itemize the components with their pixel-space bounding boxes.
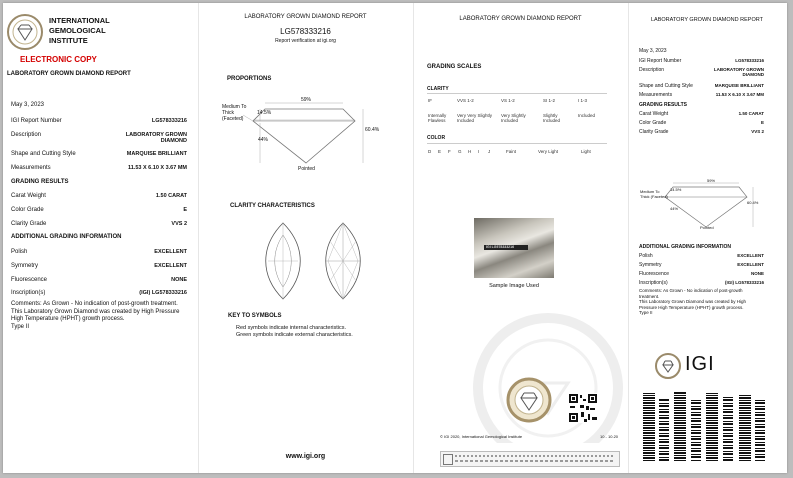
right-comments-text: Comments: As Grown - No indication of post-growth treatment. This Laboratory Grown Diamond was created by High Pressure High Temperature (HPHT) growth process. Type II (639, 288, 747, 315)
right-depth-percent: 60.4% (747, 200, 759, 205)
color-scale-title: COLOR (427, 135, 446, 141)
table-percent: 59% (301, 97, 312, 103)
barcode-icon (643, 393, 655, 461)
right-field-row (639, 92, 764, 100)
barcode-icon (723, 397, 733, 461)
grading-results-title: GRADING RESULTS (11, 179, 69, 185)
right-additional-row (639, 262, 764, 270)
copyright-text: © IGI 2020, International Gemological Institute (440, 434, 523, 439)
clarity-desc: Very Slightly Included (501, 113, 526, 123)
additional-grading-title: ADDITIONAL GRADING INFORMATION (11, 234, 122, 240)
color-letter: J (488, 149, 491, 154)
key-to-symbols-title: KEY TO SYMBOLS (228, 313, 282, 319)
field-value: LG578333216 (151, 118, 187, 124)
grading-label: Color Grade (639, 120, 667, 126)
additional-label: Fluorescence (11, 277, 48, 283)
form-code: 10 - 10.20 (600, 434, 619, 439)
report-heading: LABORATORY GROWN DIAMOND REPORT (7, 71, 131, 77)
field-label: Measurements (639, 92, 673, 98)
barcode-icon (755, 399, 765, 461)
field-value: 11.53 X 6.10 X 3.67 MM (715, 92, 764, 97)
report-date: May 3, 2023 (11, 102, 45, 108)
institute-line: GEMOLOGICAL (49, 26, 106, 35)
panel-divider (628, 3, 629, 473)
clarity-desc: Included (578, 113, 596, 118)
grading-row (11, 207, 187, 217)
additional-value: (IGI) LG578333216 (139, 290, 187, 296)
igi-seal-icon (6, 13, 44, 51)
right-grading-row (639, 111, 764, 119)
depth-percent: 60.4% (365, 127, 380, 133)
field-value: LG578333216 (735, 58, 764, 63)
barcode-icon (674, 391, 686, 461)
color-desc: Faint (506, 149, 517, 154)
color-letter: H (468, 149, 472, 154)
clarity-grade: VVS 1-2 (457, 98, 474, 103)
color-desc: Light (581, 149, 591, 154)
field-label: IGI Report Number (639, 58, 682, 64)
additional-label: Symmetry (639, 262, 662, 268)
additional-label: Fluorescence (639, 271, 670, 277)
right-table-percent: 59% (707, 178, 716, 183)
website-link[interactable]: www.igi.org (285, 453, 326, 460)
additional-row (11, 290, 187, 300)
grading-scales-title: GRADING SCALES (427, 64, 482, 70)
right-additional-title: ADDITIONAL GRADING INFORMATION (639, 244, 732, 250)
additional-label: Symmetry (11, 263, 38, 269)
grading-label: Clarity Grade (11, 221, 47, 227)
additional-label: Polish (11, 249, 28, 255)
field-row (11, 118, 187, 128)
right-pavilion-percent: 44% (670, 206, 679, 211)
igi-logo-icon (655, 353, 681, 379)
field-label: IGI Report Number (11, 118, 62, 124)
clarity-grade: I 1-3 (578, 98, 588, 103)
grading-label: Clarity Grade (639, 129, 669, 135)
right-field-row (639, 58, 764, 66)
girdle-label: Medium To Thick (Faceted) (222, 104, 247, 122)
field-label: Shape and Cutting Style (639, 83, 693, 89)
panel-divider (413, 3, 414, 473)
field-label: Shape and Cutting Style (11, 151, 76, 157)
grading-label: Carat Weight (639, 111, 669, 117)
right-field-row (639, 67, 764, 81)
right-additional-row (639, 253, 764, 261)
scale-rule (427, 143, 607, 144)
security-strip (440, 451, 620, 467)
field-label: Description (11, 132, 42, 138)
additional-value: EXCELLENT (737, 253, 764, 258)
clarity-grade: VS 1-2 (501, 98, 515, 103)
key-line: Green symbols indicate external characteristics. (236, 332, 353, 338)
clarity-plot-diagram (258, 221, 368, 301)
institute-line: INTERNATIONAL (49, 16, 110, 25)
grading-value: 1.50 CARAT (155, 193, 187, 199)
clarity-characteristics-title: CLARITY CHARACTERISTICS (230, 203, 315, 209)
grading-value: VVS 2 (751, 129, 764, 134)
comments-text: Comments: As Grown - No indication of post-growth treatment. This Laboratory Grown Diamond was created by High Pressure High Temperature (HPHT) growth process. Type II (11, 301, 180, 330)
right-grading-title: GRADING RESULTS (639, 102, 687, 108)
verification-text: Report verification at igi.org (275, 38, 336, 44)
clarity-grade: IF (428, 98, 432, 103)
right-field-row (639, 83, 764, 91)
additional-label: Inscription(s) (11, 290, 46, 296)
field-value: 11.53 X 6.10 X 3.67 MM (127, 165, 187, 171)
electronic-copy-label: ELECTRONIC COPY (20, 55, 97, 64)
additional-value: EXCELLENT (737, 262, 764, 267)
additional-label: Inscription(s) (639, 280, 668, 286)
igi-gold-seal-icon (506, 377, 552, 423)
right-grading-row (639, 120, 764, 128)
field-row (11, 132, 187, 150)
crown-percent: 14.5% (257, 110, 272, 116)
panel-divider (198, 3, 199, 473)
additional-row (11, 263, 187, 273)
barcode-icon (659, 398, 669, 461)
field-row (11, 151, 187, 161)
grading-value: E (760, 120, 764, 125)
right-grading-row (639, 129, 764, 137)
color-letter: E (438, 149, 442, 154)
grading-label: Color Grade (11, 207, 44, 213)
right-crown-percent: 14.5% (670, 187, 682, 192)
qr-code-icon[interactable] (568, 393, 598, 423)
color-letter: D (428, 149, 432, 154)
field-value: LABORATORY GROWN DIAMOND (713, 67, 764, 77)
field-value: MARQUISE BRILLIANT (714, 83, 764, 88)
igi-logo-text: IGI (685, 353, 715, 375)
field-label: Measurements (11, 165, 51, 171)
scales-report-title: LABORATORY GROWN DIAMOND REPORT (459, 16, 582, 22)
scale-rule (427, 93, 607, 94)
grading-value: 1.50 CARAT (738, 111, 764, 116)
sample-caption: Sample Image Used (489, 283, 539, 289)
right-additional-row (639, 271, 764, 279)
color-letter: I (478, 149, 480, 154)
grading-value: E (183, 207, 187, 213)
clarity-desc: Slightly Included (543, 113, 561, 123)
right-date: May 3, 2023 (639, 48, 667, 54)
additional-value: EXCELLENT (154, 249, 187, 255)
clarity-scale-title: CLARITY (427, 86, 449, 92)
pavilion-percent: 44% (258, 137, 269, 143)
color-letter: F (448, 149, 451, 154)
additional-value: NONE (171, 277, 187, 283)
additional-label: Polish (639, 253, 653, 259)
right-report-title: LABORATORY GROWN DIAMOND REPORT (651, 17, 763, 23)
additional-row (11, 249, 187, 259)
grading-row (11, 193, 187, 203)
color-desc: Very Light (538, 149, 559, 154)
culet-label: Pointed (298, 166, 315, 172)
grading-label: Carat Weight (11, 193, 46, 199)
clarity-desc: Internally Flawless (428, 113, 447, 123)
key-line: Red symbols indicate internal characteristics. (236, 325, 347, 331)
additional-value: NONE (750, 271, 764, 276)
sample-inscription: IGI LG578333216 (486, 245, 515, 249)
right-culet-label: Pointed (700, 225, 714, 230)
middle-report-number: LG578333216 (280, 27, 331, 36)
institute-line: INSTITUTE (49, 36, 88, 45)
barcode-icon (739, 395, 751, 461)
field-value: MARQUISE BRILLIANT (126, 151, 187, 157)
institute-name (49, 16, 110, 46)
field-label: Description (639, 67, 665, 73)
right-additional-row (639, 280, 764, 288)
proportions-title: PROPORTIONS (227, 76, 272, 82)
barcode-icon (691, 399, 701, 461)
additional-value: EXCELLENT (154, 263, 187, 269)
color-letter: G (458, 149, 462, 154)
middle-report-title: LABORATORY GROWN DIAMOND REPORT (244, 14, 367, 20)
report-sheet (3, 3, 787, 473)
sample-diamond-image (474, 218, 554, 278)
field-row (11, 165, 187, 175)
clarity-grade: SI 1-2 (543, 98, 556, 103)
right-girdle-label: Medium To Thick (Faceted) (640, 189, 668, 199)
clarity-desc: Very Very Slightly Included (457, 113, 493, 123)
field-value: LABORATORY GROWN DIAMOND (125, 132, 187, 144)
grading-value: VVS 2 (171, 221, 187, 227)
additional-row (11, 277, 187, 287)
barcode-icon (706, 393, 718, 461)
grading-row (11, 221, 187, 231)
additional-value: (IGI) LG578333216 (724, 280, 764, 285)
